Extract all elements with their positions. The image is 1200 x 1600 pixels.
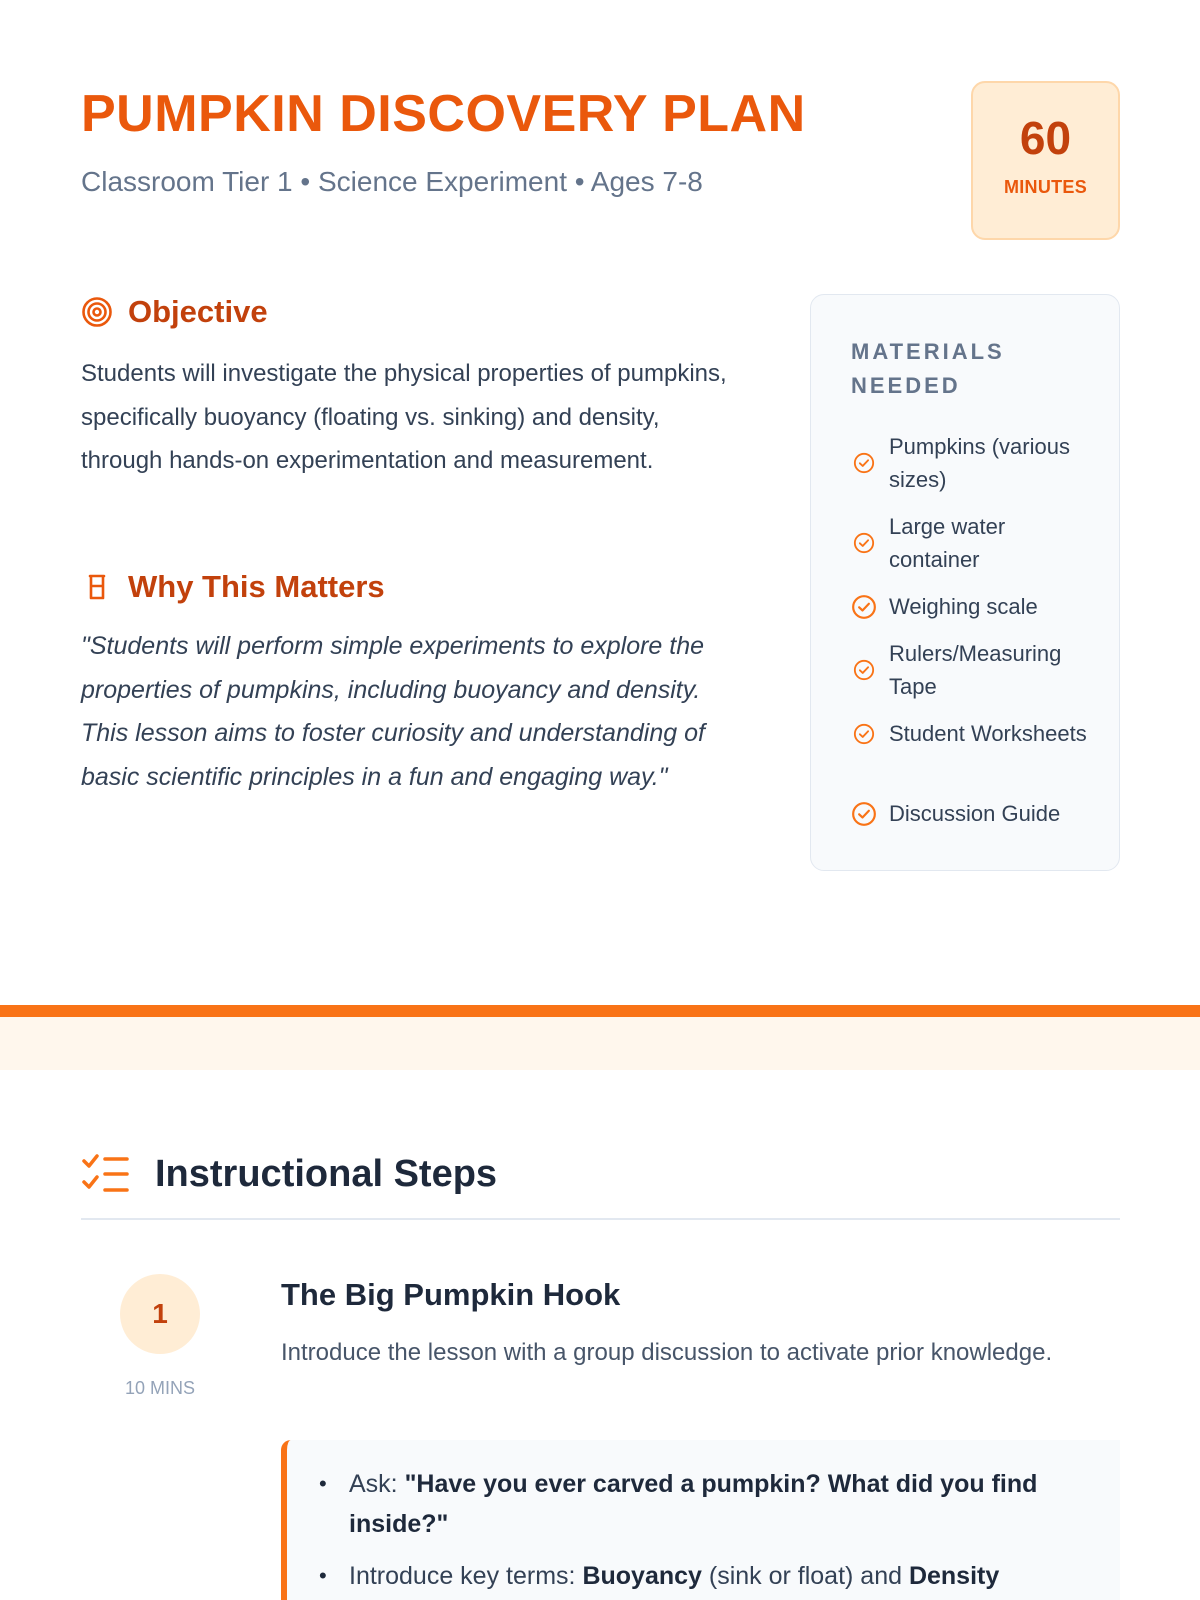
why-heading	[81, 569, 385, 605]
bullet-mid-text: (sink or float) and	[701, 1562, 909, 1590]
check-circle-icon	[851, 450, 877, 476]
material-item	[851, 590, 1101, 623]
materials-card	[810, 294, 1120, 871]
term-density: Density	[908, 1562, 1000, 1590]
bullet-prefix: Introduce key terms:	[349, 1562, 583, 1590]
material-label: Discussion Guide	[889, 801, 1061, 826]
step-duration: 10 MINS	[124, 1378, 196, 1398]
material-label: Rulers/Measuring Tape	[889, 641, 1062, 699]
check-circle-icon	[851, 530, 877, 556]
material-item	[851, 430, 1101, 496]
duration-value: 60	[1019, 112, 1072, 164]
check-circle-icon	[851, 594, 877, 620]
steps-heading	[81, 1152, 497, 1196]
material-label: Large water container	[889, 514, 1006, 572]
section-divider-band	[0, 1017, 1200, 1070]
step-title: The Big Pumpkin Hook	[281, 1277, 621, 1312]
why-text: "Students will perform simple experiments to explore the properties of pumpkins, including buoyancy and density. This lesson aims to foster curiosity and understanding of basic scientific principles in a fun and engaging way."	[81, 632, 705, 791]
objective-heading	[81, 294, 268, 330]
duration-unit: MINUTES	[1003, 177, 1088, 197]
steps-rule	[81, 1218, 1120, 1220]
beaker-icon	[81, 571, 113, 603]
bullet-prefix: Ask:	[349, 1470, 405, 1498]
material-item	[851, 510, 1101, 576]
objective-heading-text: Objective	[128, 294, 268, 329]
why-heading-text: Why This Matters	[128, 569, 385, 604]
objective-text: Students will investigate the physical properties of pumpkins, specifically buoyancy (floating vs. sinking) and density, through hands-on experimentation and measurement.	[81, 360, 727, 474]
page-title: PUMPKIN DISCOVERY PLAN	[81, 85, 806, 143]
steps-heading-text: Instructional Steps	[155, 1152, 498, 1195]
page-subtitle: Classroom Tier 1 • Science Experiment • Ages 7-8	[81, 166, 703, 197]
check-circle-icon	[851, 721, 877, 747]
target-icon	[81, 296, 113, 328]
section-divider	[0, 1005, 1200, 1017]
step-number-badge: 1	[120, 1274, 200, 1354]
material-item	[851, 637, 1101, 703]
material-label: Weighing scale	[889, 594, 1038, 619]
step-description: Introduce the lesson with a group discussion to activate prior knowledge.	[281, 1339, 1053, 1366]
step-bullet	[313, 1464, 1096, 1544]
check-circle-icon	[851, 657, 877, 683]
materials-title: MATERIALS NEEDED	[851, 339, 1005, 398]
step-details-box	[281, 1440, 1120, 1600]
term-buoyancy: Buoyancy	[582, 1562, 702, 1590]
step-bullet-list	[313, 1464, 1096, 1596]
material-label: Pumpkins (various sizes)	[889, 434, 1070, 492]
check-circle-icon	[851, 801, 877, 827]
bullet-question: "Have you ever carved a pumpkin? What did you find inside?"	[349, 1470, 1038, 1538]
checklist-icon	[81, 1152, 131, 1196]
duration-badge	[971, 81, 1120, 240]
step-bullet	[313, 1556, 1096, 1596]
material-label: Student Worksheets	[889, 721, 1087, 746]
material-item	[851, 797, 1101, 830]
material-item	[851, 717, 1101, 750]
